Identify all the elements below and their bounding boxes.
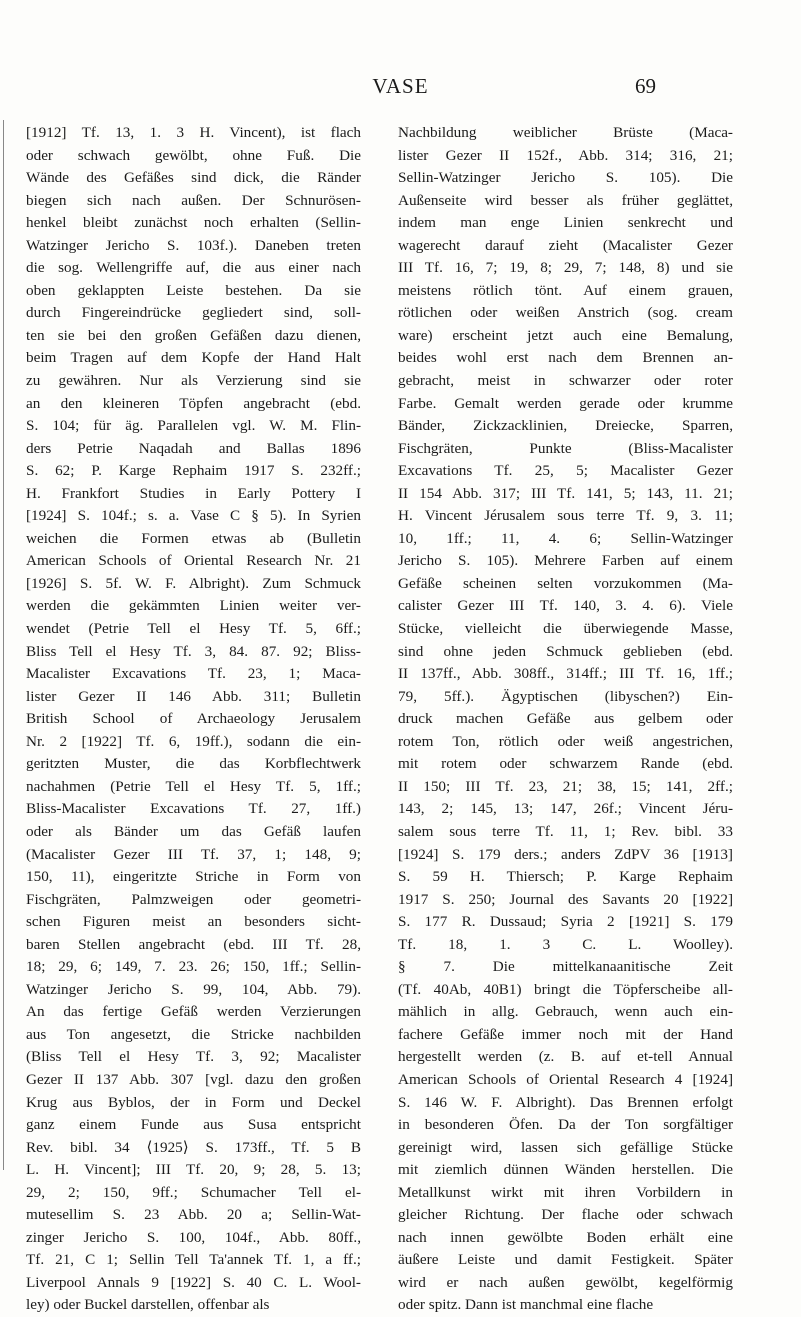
text-line: wagerecht darauf zieht (Macalister Gezer xyxy=(398,236,733,254)
text-line: oder als Bänder um das Gefäß laufen xyxy=(26,822,361,840)
text-line: H. Frankfort Studies in Early Pottery I xyxy=(26,484,361,502)
text-line: An das fertige Gefäß werden Verzierungen xyxy=(26,1003,361,1021)
text-line: geritzten Muster, die das Korbflechtwerk xyxy=(26,755,361,773)
text-line: oben geklappten Leiste bestehen. Da sie xyxy=(26,281,361,299)
text-line: 150, 11), eingeritzte Striche in Form von xyxy=(26,868,361,886)
text-line: S. 177 R. Dussaud; Syria 2 [1921] S. 179 xyxy=(398,913,733,931)
text-line: ware) erscheint jetzt auch eine Bemalung, xyxy=(398,326,733,344)
left-column xyxy=(26,122,361,1317)
text-line: aus Ton angesetzt, die Stricke nachbilden xyxy=(26,1025,361,1043)
text-line: S. 104; für äg. Parallelen vgl. W. M. Flin- xyxy=(26,417,361,435)
text-line: Liverpool Annals 9 [1922] S. 40 C. L. Wool- xyxy=(26,1273,361,1291)
text-line: ten sie bei den großen Gefäßen dazu dienen, xyxy=(26,326,361,344)
text-line: (Macalister Gezer III Tf. 37, 1; 148, 9; xyxy=(26,845,361,863)
text-line: II 154 Abb. 317; III Tf. 141, 5; 143, 11. 21; xyxy=(398,484,733,502)
text-line: 1917 S. 250; Journal des Savants 20 [1922] xyxy=(398,890,733,908)
text-line: Bliss Tell el Hesy Tf. 3, 84. 87. 92; Bliss- xyxy=(26,642,361,660)
text-line: rötlichen oder weißen Anstrich (sog. cream xyxy=(398,304,733,322)
text-line: zinger Jericho S. 100, 104f., Abb. 80ff., xyxy=(26,1228,361,1246)
running-title: VASE xyxy=(372,74,429,98)
text-line: [1924] S. 104f.; s. a. Vase C § 5). In Syrien xyxy=(26,507,361,525)
text-line: lister Gezer II 146 Abb. 311; Bulletin xyxy=(26,687,361,705)
text-line: indem man enge Linien senkrecht und xyxy=(398,214,733,232)
text-line: durch Fingereindrücke gegliedert sind, soll- xyxy=(26,304,361,322)
text-line: äußere Leiste und damit Festigkeit. Später xyxy=(398,1251,733,1269)
text-line: rotem Ton, rötlich oder weiß angestrichen, xyxy=(398,732,733,750)
text-line: mählich in allg. Gebrauch, wenn auch ein- xyxy=(398,1003,733,1021)
text-line: (Tf. 40Ab, 40B1) bringt die Töpferscheibe all- xyxy=(398,980,733,998)
text-line: Tf. 21, C 1; Sellin Tell Ta'annek Tf. 1, a ff.; xyxy=(26,1251,361,1269)
text-line: gereinigt wird, lassen sich gefällige Stücke xyxy=(398,1138,733,1156)
text-line: Excavations Tf. 25, 5; Macalister Gezer xyxy=(398,462,733,480)
text-line: calister Gezer III Tf. 140, 3. 4. 6). Viele xyxy=(398,597,733,615)
text-line: Stücke, vielleicht die überwiegende Masse, xyxy=(398,620,733,638)
text-line: Wände des Gefäßes sind dick, die Ränder xyxy=(26,169,361,187)
text-line: zu gewähren. Nur als Verzierung sind sie xyxy=(26,372,361,390)
text-line: werden die gekämmten Linien weiter ver- xyxy=(26,597,361,615)
text-line: 79, 5ff.). Ägyptischen (libyschen?) Ein- xyxy=(398,687,733,705)
text-line: Gefäße scheinen selten vorzukommen (Ma- xyxy=(398,574,733,592)
text-line: schen Figuren meist an besonders sicht- xyxy=(26,913,361,931)
text-line: Watzinger Jericho S. 99, 104, Abb. 79). xyxy=(26,980,361,998)
text-line: druck machen Gefäße aus gelbem oder xyxy=(398,710,733,728)
text-line: Gezer II 137 Abb. 307 [vgl. dazu den großen xyxy=(26,1070,361,1088)
text-line: Metallkunst wirkt mit ihren Vorbildern in xyxy=(398,1183,733,1201)
text-line: beim Tragen auf dem Kopfe der Hand Halt xyxy=(26,349,361,367)
text-line: Farbe. Gemalt werden gerade oder krumme xyxy=(398,394,733,412)
text-line: L. H. Vincent]; III Tf. 20, 9; 28, 5. 13; xyxy=(26,1161,361,1179)
text-line: oder spitz. Dann ist manchmal eine flache xyxy=(398,1296,654,1314)
text-line: American Schools of Oriental Research Nr. 21 xyxy=(26,552,361,570)
text-line: Rev. bibl. 34 ⟨1925⟩ S. 173ff., Tf. 5 B xyxy=(26,1138,361,1156)
text-line: ley) oder Buckel darstellen, offenbar als xyxy=(26,1296,270,1314)
text-line: an den kleineren Töpfen angebracht (ebd. xyxy=(26,394,361,412)
text-line: gleicher Richtung. Der flache oder schwach xyxy=(398,1206,733,1224)
text-line: American Schools of Oriental Research 4 [1924] xyxy=(398,1070,733,1088)
page-header xyxy=(0,74,801,102)
text-line: III Tf. 16, 7; 19, 8; 29, 7; 148, 8) und sie xyxy=(398,259,733,277)
text-line: Außenseite wird besser als früher geglättet, xyxy=(398,191,733,209)
text-line: fachere Gefäße immer noch mit der Hand xyxy=(398,1025,733,1043)
text-line: 143, 2; 145, 13; 147, 26f.; Vincent Jéru- xyxy=(398,800,733,818)
text-line: hergestellt werden (z. B. auf et-tell Annual xyxy=(398,1048,733,1066)
text-line: salem sous terre Tf. 11, 1; Rev. bibl. 33 xyxy=(398,822,733,840)
text-line: S. 59 H. Thiersch; P. Karge Rephaim xyxy=(398,868,733,886)
text-line: Krug aus Byblos, der in Form und Deckel xyxy=(26,1093,361,1111)
right-column xyxy=(398,122,733,1317)
text-line: Macalister Excavations Tf. 23, 1; Maca- xyxy=(26,665,361,683)
text-line: wendet (Petrie Tell el Hesy Tf. 5, 6ff.; xyxy=(26,620,361,638)
text-line: lister Gezer II 152f., Abb. 314; 316, 21; xyxy=(398,146,733,164)
text-line: mutesellim S. 23 Abb. 20 a; Sellin-Wat- xyxy=(26,1206,361,1224)
page-number: 69 xyxy=(635,74,656,98)
text-line: Jericho S. 105). Mehrere Farben auf einem xyxy=(398,552,733,570)
text-line: Fischgräten, Palmzweigen oder geometri- xyxy=(26,890,361,908)
text-line: Bänder, Zickzacklinien, Dreiecke, Sparren, xyxy=(398,417,733,435)
text-line: 10, 1ff.; 11, 4. 6; Sellin-Watzinger xyxy=(398,529,733,547)
text-line: Fischgräten, Punkte (Bliss-Macalister xyxy=(398,439,733,457)
text-line: meistens rötlich tönt. Auf einem grauen, xyxy=(398,281,733,299)
text-line: in besonderen Öfen. Da der Ton sorgfältiger xyxy=(398,1116,733,1134)
text-line: [1924] S. 179 ders.; anders ZdPV 36 [1913] xyxy=(398,845,733,863)
text-line: Watzinger Jericho S. 103f.). Daneben treten xyxy=(26,236,361,254)
text-line: biegen sich nach außen. Der Schnurösen- xyxy=(26,191,361,209)
text-line: oder schwach gewölbt, ohne Fuß. Die xyxy=(26,146,361,164)
text-line: S. 146 W. F. Albright). Das Brennen erfolgt xyxy=(398,1093,733,1111)
text-line: II 150; III Tf. 23, 21; 38, 15; 141, 2ff.; xyxy=(398,777,733,795)
text-line: 18; 29, 6; 149, 7. 23. 26; 150, 1ff.; Sellin- xyxy=(26,958,361,976)
text-line: mit rotem oder schwarzem Rande (ebd. xyxy=(398,755,733,773)
text-line: [1912] Tf. 13, 1. 3 H. Vincent), ist flach xyxy=(26,124,361,141)
text-line: [1926] S. 5f. W. F. Albright). Zum Schmuck xyxy=(26,574,361,592)
text-line: nachahmen (Petrie Tell el Hesy Tf. 5, 1ff.; xyxy=(26,777,361,795)
text-line: Sellin-Watzinger Jericho S. 105). Die xyxy=(398,169,733,187)
text-line: (Bliss Tell el Hesy Tf. 3, 92; Macalister xyxy=(26,1048,361,1066)
text-line: ganz einem Funde aus Susa entspricht xyxy=(26,1116,361,1134)
text-line: die sog. Wellengriffe auf, die aus einer nach xyxy=(26,259,361,277)
text-line: baren Stellen angebracht (ebd. III Tf. 28, xyxy=(26,935,361,953)
text-line: II 137ff., Abb. 308ff., 314ff.; III Tf. 16, 1ff.; xyxy=(398,665,733,683)
text-line: weichen die Formen etwas ab (Bulletin xyxy=(26,529,361,547)
text-line: 29, 2; 150, 9ff.; Schumacher Tell el- xyxy=(26,1183,361,1201)
text-line: nach innen gewölbte Boden erhält eine xyxy=(398,1228,733,1246)
text-line: H. Vincent Jérusalem sous terre Tf. 9, 3. 11; xyxy=(398,507,733,525)
text-line: mit ziemlich dünnen Wänden herstellen. Die xyxy=(398,1161,733,1179)
text-line: Tf. 18, 1. 3 C. L. Woolley). xyxy=(398,935,733,953)
page-edge-rule xyxy=(3,120,4,1170)
text-line: S. 62; P. Karge Rephaim 1917 S. 232ff.; xyxy=(26,462,361,480)
text-line: wird er nach außen gewölbt, kegelförmig xyxy=(398,1273,733,1291)
text-line: Bliss-Macalister Excavations Tf. 27, 1ff.) xyxy=(26,800,361,818)
text-line: British School of Archaeology Jerusalem xyxy=(26,710,361,728)
text-line: Nachbildung weiblicher Brüste (Maca- xyxy=(398,124,733,141)
text-line: ders Petrie Naqadah and Ballas 1896 xyxy=(26,439,361,457)
text-line: beides wohl erst nach dem Brennen an- xyxy=(398,349,733,367)
text-line: gebracht, meist in schwarzer oder roter xyxy=(398,372,733,390)
text-line: sind ohne jeden Schmuck geblieben (ebd. xyxy=(398,642,733,660)
text-line: § 7. Die mittelkanaanitische Zeit xyxy=(398,958,733,976)
text-line: Nr. 2 [1922] Tf. 6, 19ff.), sodann die ein- xyxy=(26,732,361,750)
text-line: henkel bleibt zunächst noch erhalten (Sellin- xyxy=(26,214,361,232)
